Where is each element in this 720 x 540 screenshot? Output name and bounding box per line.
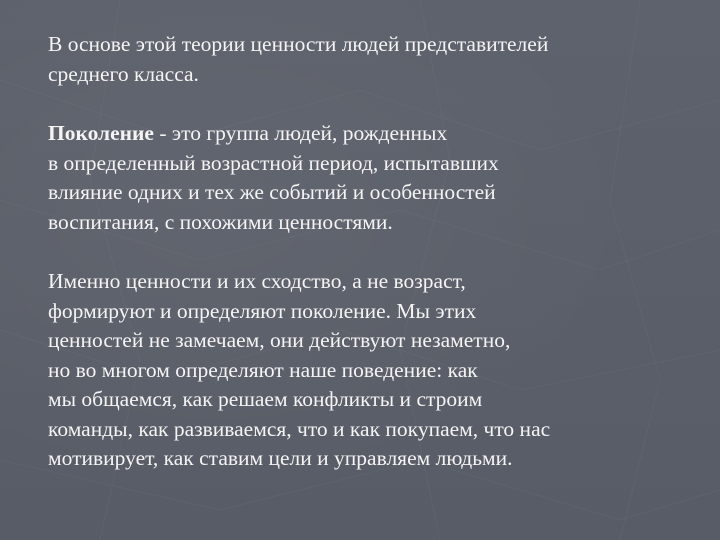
paragraph-values — [48, 267, 688, 474]
text-line: влияние одних и тех же событий и особенностей — [48, 180, 496, 204]
text-line: в определенный возрастной период, испытавших — [48, 150, 499, 175]
defined-term: Поколение — [48, 121, 154, 145]
text-line: но во многом определяют наше поведение: как — [48, 357, 478, 382]
text-line: Именно ценности и их сходство, а не возраст, — [48, 269, 466, 293]
text-line: В основе этой теории ценности людей представителей — [48, 32, 549, 56]
text-line: среднего класса. — [48, 61, 199, 86]
text-line: мы общаемся, как решаем конфликты и строим — [48, 387, 483, 411]
paragraph-intro — [48, 30, 688, 89]
text-line: воспитания, с похожими ценностями. — [48, 209, 393, 234]
paragraph-definition — [48, 119, 688, 237]
definition-text: - это группа людей, рожденных — [153, 121, 448, 145]
text-line: формируют и определяют поколение. Мы этих — [48, 298, 477, 323]
text-line: ценностей не замечаем, они действуют незаметно, — [48, 328, 511, 352]
definition-first-line — [48, 119, 688, 149]
slide-text-body — [48, 30, 688, 504]
text-line: мотивирует, как ставим цели и управляем людьми. — [48, 446, 513, 470]
text-line: команды, как развиваемся, что и как покупаем, что нас — [48, 416, 551, 441]
